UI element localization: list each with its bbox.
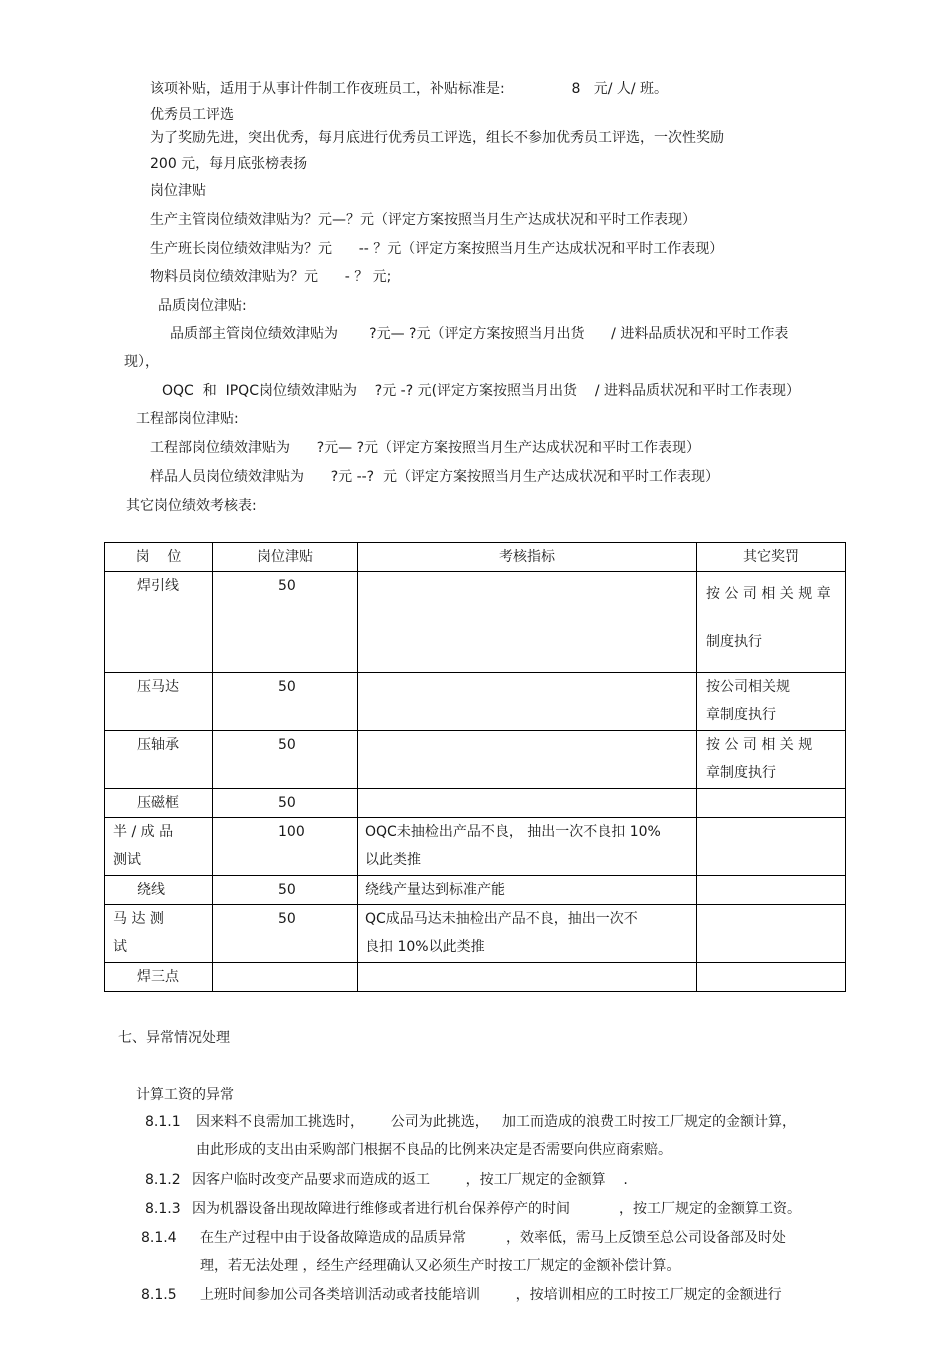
cell-indicator: OQC未抽检出产品不良， 抽出一次不良扣 10% 以此类推 — [358, 818, 697, 876]
item-text-continued: 由此形成的支出由采购部门根据不良品的比例来决定是否需要向供应商索赔。 — [196, 1142, 672, 1158]
header-other: 其它奖罚 — [697, 543, 846, 572]
cell-allowance: 50 — [213, 905, 358, 963]
cell-post: 压磁框 — [105, 789, 213, 818]
paragraph-quality-supervisor-cont: 现）， — [124, 354, 159, 370]
table-row — [105, 818, 846, 876]
cell-other — [697, 876, 846, 905]
item-number: 8.1.5 — [141, 1287, 177, 1303]
cell-post: 焊引线 — [105, 572, 213, 673]
item-text-continued: 理，若无法处理 ，经生产经理确认又必须生产时按工厂规定的金额补偿计算。 — [200, 1258, 681, 1274]
subheading-salary-exceptions: 计算工资的异常 — [136, 1087, 234, 1103]
header-post: 岗 位 — [105, 543, 213, 572]
heading-engineering-allowance: 工程部岗位津贴: — [136, 411, 239, 427]
table-row — [105, 731, 846, 789]
table-row — [105, 673, 846, 731]
paragraph-excellent-employee: 为了奖励先进，突出优秀，每月底进行优秀员工评选，组长不参加优秀员工评选，一次性奖励 — [150, 130, 724, 146]
paragraph-sample-staff: 样品人员岗位绩效津贴为 ?元 --? 元（评定方案按照当月生产达成状况和平时工作表现） — [150, 469, 720, 485]
table-row — [105, 789, 846, 818]
section-heading: 七、异常情况处理 — [118, 1030, 230, 1046]
cell-indicator: QC成品马达未抽检出产品不良，抽出一次不 良扣 10%以此类推 — [358, 905, 697, 963]
item-text: 上班时间参加公司各类培训活动或者技能培训 ，按培训相应的工时按工厂规定的金额进行 — [200, 1287, 782, 1303]
table-row — [105, 572, 846, 673]
cell-post: 压马达 — [105, 673, 213, 731]
item-number: 8.1.2 — [145, 1172, 181, 1188]
cell-allowance: 50 — [213, 572, 358, 673]
table-row — [105, 905, 846, 963]
paragraph-production-leader: 生产班长岗位绩效津贴为？元 -- ？元（评定方案按照当月生产达成状况和平时工作表现） — [150, 241, 724, 257]
cell-allowance: 100 — [213, 818, 358, 876]
header-indicator: 考核指标 — [358, 543, 697, 572]
item-text: 因客户临时改变产品要求而造成的返工 ，按工厂规定的金额算 . — [192, 1172, 628, 1188]
cell-other — [697, 905, 846, 963]
cell-indicator — [358, 963, 697, 992]
cell-other — [697, 789, 846, 818]
paragraph-oqc-ipqc: OQC 和 IPQC岗位绩效津贴为 ?元 -? 元(评定方案按照当月出货 / 进料品质状况和平时工作表现） — [162, 383, 801, 399]
item-text: 因为机器设备出现故障进行维修或者进行机台保养停产的时间 ，按工厂规定的金额算工资。 — [192, 1201, 801, 1217]
cell-other: 按公司相关规 章制度执行 — [697, 673, 846, 731]
paragraph-excellent-reward: 200 元，每月底张榜表扬 — [150, 156, 308, 172]
cell-other — [697, 818, 846, 876]
table-row — [105, 876, 846, 905]
cell-allowance: 50 — [213, 731, 358, 789]
heading-other-posts-table: 其它岗位绩效考核表: — [126, 498, 257, 514]
cell-post: 马 达 测 试 — [105, 905, 213, 963]
cell-other: 按 公 司 相 关 规 章制度执行 — [697, 731, 846, 789]
item-number: 8.1.4 — [141, 1230, 177, 1246]
paragraph-production-supervisor: 生产主管岗位绩效津贴为？元—？元（评定方案按照当月生产达成状况和平时工作表现） — [150, 212, 696, 228]
table-header-row — [105, 543, 846, 572]
cell-indicator: 绕线产量达到标准产能 — [358, 876, 697, 905]
cell-other-text: 按 公 司 相 关 规 章 制度执行 — [706, 586, 831, 650]
item-number: 8.1.3 — [145, 1201, 181, 1217]
item-text: 在生产过程中由于设备故障造成的品质异常 ，效率低，需马上反馈至总公司设备部及时处 — [200, 1230, 787, 1246]
cell-indicator — [358, 789, 697, 818]
post-performance-table — [104, 542, 846, 992]
item-number: 8.1.1 — [145, 1114, 181, 1130]
table-row — [105, 963, 846, 992]
cell-allowance — [213, 963, 358, 992]
cell-post: 半 / 成 品 测试 — [105, 818, 213, 876]
heading-post-allowance: 岗位津贴 — [150, 183, 206, 199]
paragraph-material-clerk: 物料员岗位绩效津贴为？元 - ？ 元; — [150, 269, 392, 285]
cell-post: 压轴承 — [105, 731, 213, 789]
paragraph-engineering: 工程部岗位绩效津贴为 ?元— ?元（评定方案按照当月生产达成状况和平时工作表现） — [150, 440, 701, 456]
cell-allowance: 50 — [213, 789, 358, 818]
cell-indicator — [358, 673, 697, 731]
cell-indicator — [358, 572, 697, 673]
heading-excellent-employee: 优秀员工评选 — [150, 107, 234, 123]
paragraph-night-shift: 该项补贴，适用于从事计件制工作夜班员工，补贴标准是: 8 元/ 人/ 班。 — [150, 81, 669, 97]
item-text: 因来料不良需加工挑选时， 公司为此挑选， 加工而造成的浪费工时按工厂规定的金额计算， — [196, 1114, 797, 1130]
cell-post: 绕线 — [105, 876, 213, 905]
cell-other — [697, 572, 846, 673]
cell-indicator — [358, 731, 697, 789]
cell-post: 焊三点 — [105, 963, 213, 992]
cell-allowance: 50 — [213, 876, 358, 905]
paragraph-quality-supervisor: 品质部主管岗位绩效津贴为 ?元— ?元（评定方案按照当月出货 / 进料品质状况和平时工作表 — [170, 326, 789, 342]
cell-allowance: 50 — [213, 673, 358, 731]
header-allowance: 岗位津贴 — [213, 543, 358, 572]
cell-other — [697, 963, 846, 992]
heading-quality-allowance: 品质岗位津贴: — [158, 298, 247, 314]
